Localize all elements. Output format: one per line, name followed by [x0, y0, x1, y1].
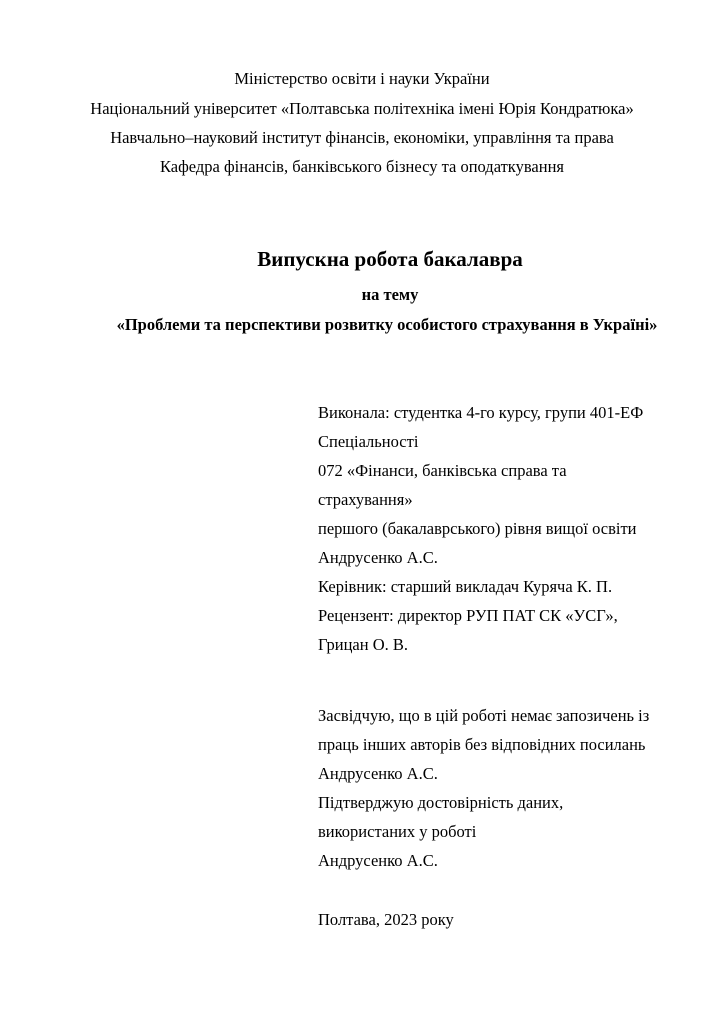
city-year: Полтава, 2023 року: [318, 910, 454, 929]
author-name-line: Андрусенко А.С.: [318, 548, 438, 567]
supervisor-line: Керівник: старший викладач Куряча К. П.: [318, 577, 613, 596]
topic-title: «Проблеми та перспективи розвитку особистого страхування в Україні»: [116, 315, 658, 334]
declaration-line-2: праць інших авторів без відповідних посилань: [318, 735, 646, 754]
institute-line: Навчально–науковий інститут фінансів, економіки, управління та права: [110, 128, 614, 147]
department-line: Кафедра фінансів, банківського бізнесу та оподаткування: [159, 157, 564, 176]
declaration-line-1: Засвідчую, що в цій роботі немає запозичень із: [318, 706, 650, 725]
declaration-signature-2: Андрусенко А.С.: [318, 851, 438, 870]
university-line: Національний університет «Полтавська політехніка імені Юрія Кондратюка»: [90, 99, 634, 118]
author-info-line: Виконала: студентка 4-го курсу, групи 401-ЕФ: [318, 403, 644, 422]
topic-label: на тему: [361, 285, 419, 304]
reviewer-name-line: Грицан О. В.: [318, 635, 408, 654]
specialty-continued-line: страхування»: [318, 490, 413, 509]
reviewer-line: Рецензент: директор РУП ПАТ СК «УСГ»,: [318, 606, 618, 625]
declaration-signature-1: Андрусенко А.С.: [318, 764, 438, 783]
declaration-line-4: використаних у роботі: [318, 822, 477, 841]
specialty-label-line: Спеціальності: [318, 432, 419, 451]
specialty-line: 072 «Фінанси, банківська справа та: [318, 461, 567, 480]
ministry-line: Міністерство освіти і науки України: [234, 69, 490, 88]
work-title: Випускна робота бакалавра: [257, 247, 523, 271]
education-level-line: першого (бакалаврського) рівня вищої освіти: [318, 519, 637, 538]
declaration-line-3: Підтверджую достовірність даних,: [318, 793, 564, 812]
